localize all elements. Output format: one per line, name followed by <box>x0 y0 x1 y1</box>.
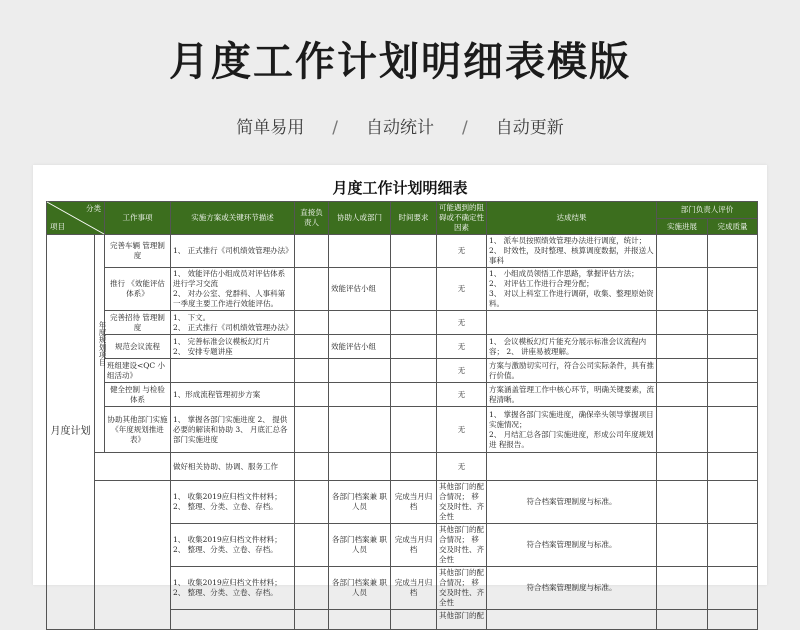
separator: / <box>462 118 468 138</box>
time-cell <box>391 610 437 630</box>
eval-quality-cell <box>708 311 758 335</box>
assist-cell: 效能评估小组 <box>329 335 391 359</box>
time-cell <box>391 335 437 359</box>
result-cell: 1、 掌握各部门实施进度，确保牵头领导掌握项目实施情况； 2、 月结汇总各部门实施进度，形成公司年度规划进 程报告。 <box>487 407 657 453</box>
eval-progress-cell <box>657 311 708 335</box>
plan-cell: 做好相关协助、协调、服务工作 <box>171 453 295 481</box>
header-result: 达成结果 <box>487 202 657 235</box>
table-row <box>47 407 758 453</box>
obstacle-cell: 无 <box>437 407 487 453</box>
owner-cell <box>295 359 329 383</box>
eval-progress-cell <box>657 359 708 383</box>
table-row <box>47 359 758 383</box>
plan-cell: 1、 收集2019应归档文件材料； 2、 整理、分类、立卷、存档。 <box>171 524 295 567</box>
time-cell <box>391 383 437 407</box>
task-cell: 班组建设<QC 小组活动》 <box>105 359 171 383</box>
result-cell <box>487 453 657 481</box>
obstacle-cell: 无 <box>437 235 487 268</box>
feature-tagline <box>0 113 800 138</box>
task-cell: 协助其他部门实施《年度规划推进表》 <box>105 407 171 453</box>
plan-cell: 1、 正式推行《司机绩效管理办法》 <box>171 235 295 268</box>
time-cell: 完成当月归档 <box>391 524 437 567</box>
result-cell <box>487 311 657 335</box>
owner-cell <box>295 268 329 311</box>
owner-cell <box>295 567 329 610</box>
header-category-label: 分类 <box>86 204 101 213</box>
eval-progress-cell <box>657 567 708 610</box>
task-cell: 规范会议流程 <box>105 335 171 359</box>
header-item-label: 项目 <box>50 222 65 231</box>
plan-table <box>46 201 758 630</box>
assist-cell: 各部门档案兼 职人员 <box>329 481 391 524</box>
table-row <box>47 268 758 311</box>
eval-quality-cell <box>708 407 758 453</box>
obstacle-cell: 其他部门的配合情况； 移交及时性、齐全性 <box>437 567 487 610</box>
eval-progress-cell <box>657 610 708 630</box>
table-row <box>47 311 758 335</box>
group-cell <box>95 235 105 453</box>
eval-quality-cell <box>708 268 758 311</box>
page-title: 月度工作计划明细表模版 <box>169 39 631 85</box>
header-owner: 直接负责人 <box>295 202 329 235</box>
plan-cell: 1、 效能评估小组成员对评估体系进行学习交流 2、 对办公室、党群科、人事科第一季度主要工作进行效能评估。 <box>171 268 295 311</box>
eval-quality-cell <box>708 335 758 359</box>
plan-cell: 1、 收集2019应归档文件材料； 2、 整理、分类、立卷、存档。 <box>171 567 295 610</box>
assist-cell: 效能评估小组 <box>329 268 391 311</box>
eval-progress-cell <box>657 481 708 524</box>
time-cell: 完成当月归档 <box>391 481 437 524</box>
assist-cell <box>329 311 391 335</box>
header-eval: 部门负责人评价 <box>657 202 758 219</box>
result-cell: 方案涵盖管理工作中核心环节，明确关键要素，流程清晰。 <box>487 383 657 407</box>
time-cell <box>391 359 437 383</box>
header-obstacle: 可能遇到的阻碍或不确定性因素 <box>437 202 487 235</box>
owner-cell <box>295 453 329 481</box>
eval-progress-cell <box>657 524 708 567</box>
assist-cell <box>329 235 391 268</box>
plan-cell <box>171 610 295 630</box>
result-cell: 1、 会议模板幻灯片能充分展示标准会议流程内容； 2、 讲座易被理解。 <box>487 335 657 359</box>
header-category <box>47 202 105 235</box>
assist-cell <box>329 407 391 453</box>
result-cell: 1、 小组成员领悟工作思路，掌握评估方法； 2、 对评估工作进行合理分配； 3、 对以上科室工作进行调研，收集、整理原始资料。 <box>487 268 657 311</box>
group-label: 年度规划项目 <box>98 321 107 366</box>
eval-quality-cell <box>708 383 758 407</box>
header-eval-quality: 完成质量 <box>708 219 758 235</box>
feature-auto-update: 自动更新 <box>495 118 564 138</box>
owner-cell <box>295 383 329 407</box>
result-cell <box>487 610 657 630</box>
owner-cell <box>295 335 329 359</box>
task-cell: 推行 《效能评估体系》 <box>105 268 171 311</box>
eval-progress-cell <box>657 407 708 453</box>
assist-cell: 各部门档案兼 职人员 <box>329 524 391 567</box>
obstacle-cell: 其他部门的配合情况； 移交及时性、齐全性 <box>437 481 487 524</box>
eval-quality-cell <box>708 453 758 481</box>
plan-cell: 1、 收集2019应归档文件材料； 2、 整理、分类、立卷、存档。 <box>171 481 295 524</box>
eval-quality-cell <box>708 567 758 610</box>
eval-progress-cell <box>657 235 708 268</box>
table-row <box>47 235 758 268</box>
result-cell: 1、 派车员按照绩效管理办法进行调度，统计； 2、 时效性，及时整理、核算调度数据，并报送人事科 <box>487 235 657 268</box>
task-cell: 健全控制 与检验体系 <box>105 383 171 407</box>
task-cell: 完善车辆 管理制度 <box>105 235 171 268</box>
eval-quality-cell <box>708 481 758 524</box>
owner-cell <box>295 481 329 524</box>
separator: / <box>332 118 338 138</box>
header-time: 时间要求 <box>391 202 437 235</box>
header-eval-progress: 实施进展 <box>657 219 708 235</box>
archive-blank-cell <box>95 481 171 630</box>
assist-cell <box>329 610 391 630</box>
eval-quality-cell <box>708 524 758 567</box>
time-cell <box>391 235 437 268</box>
obstacle-cell: 无 <box>437 335 487 359</box>
obstacle-cell: 无 <box>437 311 487 335</box>
header-plan: 实施方案或关键环节描述 <box>171 202 295 235</box>
obstacle-cell: 其他部门的配合情况； 移交及时性、齐全性 <box>437 524 487 567</box>
obstacle-cell: 无 <box>437 359 487 383</box>
assist-cell <box>329 453 391 481</box>
result-cell: 符合档案管理制度与标准。 <box>487 481 657 524</box>
eval-quality-cell <box>708 359 758 383</box>
plan-cell: 1、 掌握各部门实施进度 2、 提供必要的解读和协助 3、 月底汇总各部门实施进度 <box>171 407 295 453</box>
owner-cell <box>295 311 329 335</box>
eval-progress-cell <box>657 268 708 311</box>
plan-cell: 1、 下文。 2、 正式推行《司机绩效管理办法》 <box>171 311 295 335</box>
assist-cell <box>329 383 391 407</box>
sheet-title: 月度工作计划明细表 <box>332 179 468 197</box>
time-cell <box>391 311 437 335</box>
table-row <box>47 481 758 524</box>
obstacle-cell: 其他部门的配 <box>437 610 487 630</box>
eval-progress-cell <box>657 335 708 359</box>
table-row <box>47 453 758 481</box>
table-row <box>47 383 758 407</box>
eval-progress-cell <box>657 453 708 481</box>
spreadsheet-preview <box>33 165 767 620</box>
time-cell <box>391 407 437 453</box>
obstacle-cell: 无 <box>437 383 487 407</box>
time-cell <box>391 453 437 481</box>
plan-cell: 1、 完善标准会议模板幻灯片 2、 安排专题讲座 <box>171 335 295 359</box>
owner-cell <box>295 524 329 567</box>
time-cell: 完成当月归档 <box>391 567 437 610</box>
result-cell: 符合档案管理制度与标准。 <box>487 524 657 567</box>
daily-blank-cell <box>95 453 171 481</box>
table-row <box>47 335 758 359</box>
feature-easy: 简单易用 <box>236 118 305 138</box>
result-cell: 方案与激励切实可行，符合公司实际条件，具有推行价值。 <box>487 359 657 383</box>
owner-cell <box>295 235 329 268</box>
obstacle-cell: 无 <box>437 268 487 311</box>
plan-cell: 1、形成流程管理初步方案 <box>171 383 295 407</box>
eval-quality-cell <box>708 610 758 630</box>
eval-progress-cell <box>657 383 708 407</box>
obstacle-cell: 无 <box>437 453 487 481</box>
eval-quality-cell <box>708 235 758 268</box>
time-cell <box>391 268 437 311</box>
assist-cell: 各部门档案兼 职人员 <box>329 567 391 610</box>
month-label: 月度计划 <box>47 235 95 630</box>
result-cell: 符合档案管理制度与标准。 <box>487 567 657 610</box>
owner-cell <box>295 407 329 453</box>
header-assist: 协助人或部门 <box>329 202 391 235</box>
feature-auto-stat: 自动统计 <box>366 118 434 138</box>
owner-cell <box>295 610 329 630</box>
plan-cell <box>171 359 295 383</box>
task-cell: 完善招待 管理制度 <box>105 311 171 335</box>
header-task: 工作事项 <box>105 202 171 235</box>
assist-cell <box>329 359 391 383</box>
